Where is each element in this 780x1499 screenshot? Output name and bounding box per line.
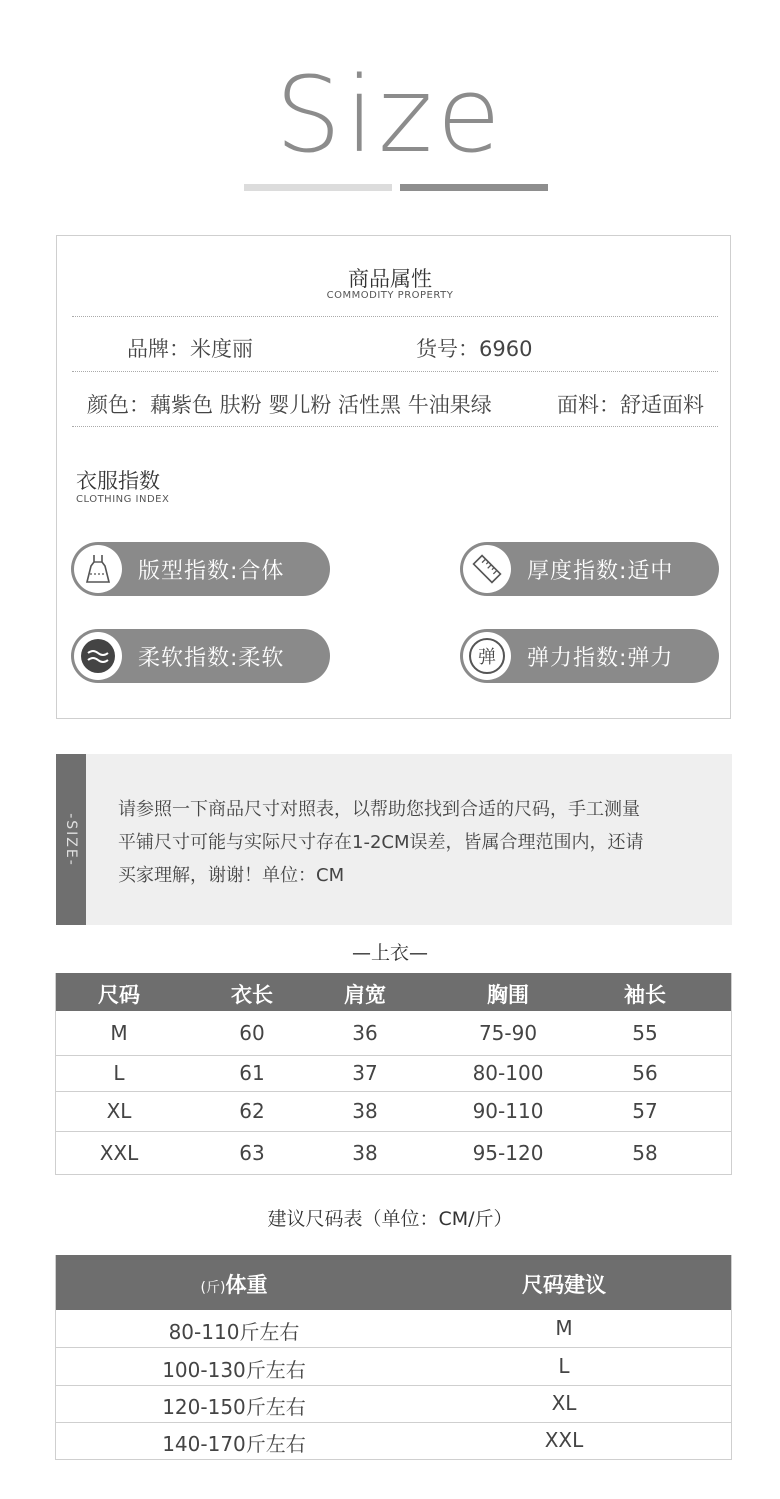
commodity-heading: 商品属性	[348, 267, 432, 291]
weight-cell: 100-130斤左右	[162, 1358, 306, 1382]
table-border	[731, 973, 732, 1174]
suggest-table-caption: 建议尺码表（单位：CM/斤）	[267, 1208, 513, 1230]
clothing-index-subheading: CLOTHING INDEX	[76, 494, 170, 505]
table-border	[55, 973, 56, 1174]
size-cell: M	[555, 1316, 573, 1340]
notice-line: 平铺尺寸可能与实际尺寸存在1-2CM误差，皆属合理范围内，还请	[118, 832, 644, 853]
table-cell: 60	[239, 1021, 265, 1045]
header-cell: 衣长	[231, 983, 273, 1007]
elastic-icon	[463, 632, 511, 680]
colors-text: 颜色：藕紫色 肤粉 婴儿粉 活性黑 牛油果绿	[87, 393, 492, 417]
elastic-icon-glyph: 弹	[469, 638, 505, 674]
table-cell: 62	[239, 1099, 265, 1123]
wave-icon	[74, 632, 122, 680]
fit-index-pill	[71, 542, 330, 596]
header-cell: 胸围	[487, 983, 529, 1007]
softness-index-pill	[71, 629, 330, 683]
table-cell: XL	[106, 1099, 132, 1123]
item-number-text: 货号：6960	[416, 337, 533, 361]
size-cell: XL	[551, 1391, 577, 1415]
commodity-subheading: COMMODITY PROPERTY	[326, 290, 454, 301]
divider	[72, 426, 718, 427]
table-cell: 63	[239, 1140, 265, 1165]
table-cell: XXL	[99, 1140, 139, 1165]
dress-icon	[74, 545, 122, 593]
table-cell: 95-120	[472, 1140, 544, 1165]
ruler-icon	[463, 545, 511, 593]
weight-cell: 120-150斤左右	[162, 1395, 306, 1419]
table-border	[731, 1255, 732, 1460]
softness-index-label: 柔软指数:柔软	[138, 645, 285, 671]
table-cell: M	[110, 1021, 128, 1045]
size-cell: L	[558, 1354, 570, 1378]
table-cell: 90-110	[472, 1099, 544, 1123]
weight-cell: 80-110斤左右	[168, 1320, 300, 1344]
notice-line: 买家理解，谢谢！单位：CM	[118, 865, 345, 886]
row-divider	[55, 1174, 732, 1175]
table-cell: 75-90	[478, 1021, 538, 1045]
header-size-suggestion: 尺码建议	[522, 1273, 606, 1297]
header-cell: 袖长	[624, 983, 666, 1007]
header-cell: 肩宽	[344, 983, 386, 1007]
table-cell: L	[113, 1061, 125, 1085]
table-cell: 37	[352, 1061, 378, 1085]
top-size-table	[55, 973, 732, 1174]
table-border	[55, 1255, 56, 1460]
thickness-index-pill	[460, 542, 719, 596]
table-cell: 61	[239, 1061, 265, 1085]
divider	[72, 371, 718, 372]
elasticity-index-label: 弹力指数:弹力	[527, 645, 674, 671]
table-cell: 57	[632, 1099, 658, 1123]
fit-index-label: 版型指数:合体	[138, 558, 285, 584]
fabric-text: 面料：舒适面料	[557, 393, 704, 417]
weight-cell: 140-170斤左右	[162, 1432, 306, 1456]
top-table-caption: —上衣—	[351, 942, 428, 964]
header-weight-unit: (斤)	[200, 1280, 226, 1296]
brand-text: 品牌：米度丽	[127, 337, 253, 361]
table-cell: 80-100	[472, 1061, 544, 1085]
notice-side-label: -SIZE-	[63, 812, 79, 867]
title-underline-dark	[400, 184, 548, 191]
notice-line: 请参照一下商品尺寸对照表，以帮助您找到合适的尺码，手工测量	[118, 799, 640, 820]
elasticity-index-pill	[460, 629, 719, 683]
divider	[72, 316, 718, 317]
table-cell: 38	[352, 1140, 378, 1165]
size-cell: XXL	[544, 1428, 584, 1452]
thickness-index-label: 厚度指数:适中	[527, 558, 674, 584]
header-cell: 尺码	[98, 983, 140, 1007]
header-weight-label: 体重	[225, 1273, 268, 1297]
table-cell: 55	[632, 1021, 658, 1045]
title-underline-light	[244, 184, 392, 191]
table-cell: 58	[632, 1140, 658, 1165]
table-cell: 56	[632, 1061, 658, 1085]
page-title: Size	[275, 54, 505, 176]
row-divider	[55, 1459, 732, 1460]
table-cell: 38	[352, 1099, 378, 1123]
notice-text	[118, 793, 718, 892]
clothing-index-heading: 衣服指数	[76, 469, 160, 493]
suggest-size-table	[55, 1255, 732, 1460]
table-cell: 36	[352, 1021, 378, 1045]
header-weight	[55, 1269, 413, 1299]
